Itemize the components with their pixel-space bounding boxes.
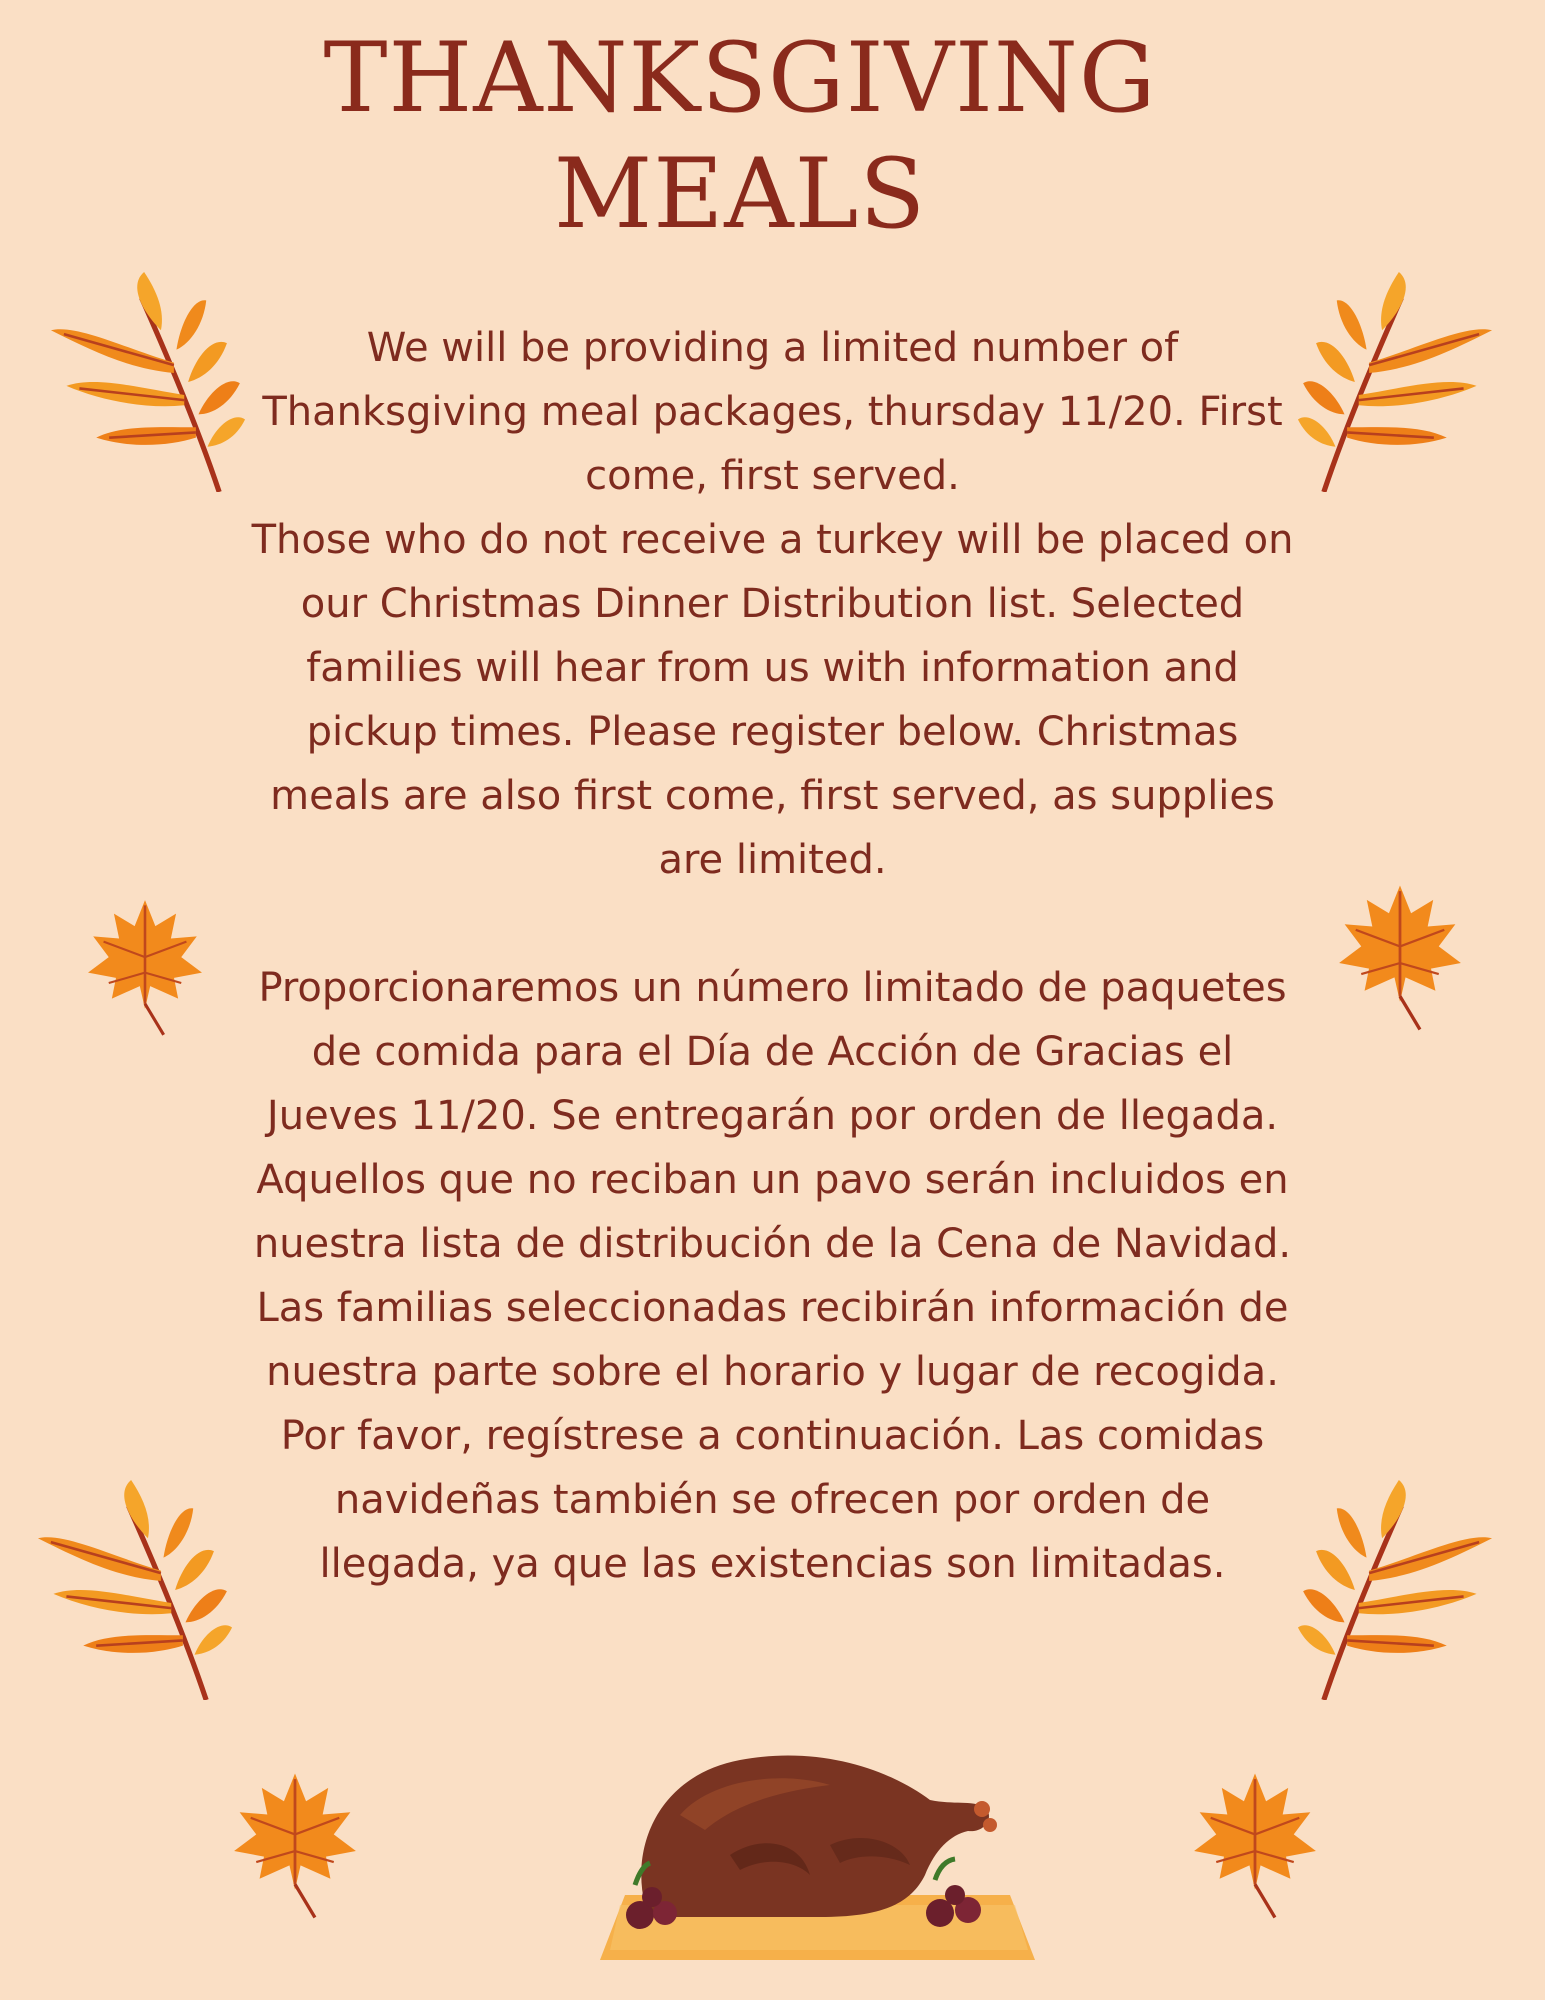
body-text [250, 316, 1295, 1596]
title-line-2: MEALS [553, 138, 927, 250]
roast-turkey-icon [590, 1745, 1040, 1970]
paragraph-spacer [250, 892, 1295, 956]
maple-leaf-icon [80, 895, 210, 1040]
fern-leaf-icon [1295, 272, 1495, 492]
fern-leaf-icon [1295, 1480, 1495, 1700]
english-paragraph-2: Those who do not receive a turkey will be placed on our Christmas Dinner Distribution list. Selected families will hear from us with information and pickup times. Please register below. Christmas meals are also first come, first served, as supplies are limited. [251, 517, 1294, 883]
title-line-1: THANKSGIVING [323, 22, 1157, 134]
page-title [0, 20, 1480, 252]
maple-leaf-icon [225, 1768, 365, 1923]
spanish-paragraph-2: Aquellos que no reciban un pavo serán incluidos en nuestra lista de distribución de la Cena de Navidad. Las familias seleccionadas recibirán información de nuestra parte sobre el horario y lugar de recogida. [253, 1157, 1292, 1395]
maple-leaf-icon [1330, 880, 1470, 1035]
maple-leaf-icon [1185, 1768, 1325, 1923]
spanish-paragraph-1: Proporcionaremos un número limitado de paquetes de comida para el Día de Acción de Gracias el Jueves 11/20. Se entregarán por orden de llegada. [258, 965, 1287, 1139]
english-paragraph-1: We will be providing a limited number of Thanksgiving meal packages, thursday 11/20. First come, first served. [262, 325, 1283, 499]
spanish-paragraph-3: Por favor, regístrese a continuación. Las comidas navideñas también se ofrecen por orden de llegada, ya que las existencias son limitadas. [280, 1413, 1265, 1587]
fern-leaf-icon [35, 1480, 235, 1700]
fern-leaf-icon [48, 272, 248, 492]
